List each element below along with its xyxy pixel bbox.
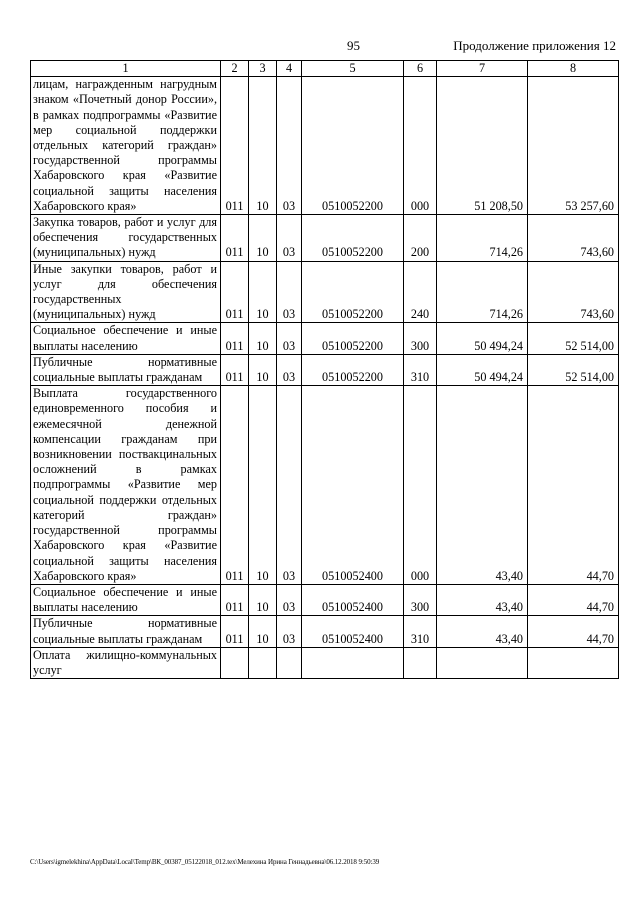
table-row (31, 616, 619, 647)
cell-ministry: 011 (221, 77, 249, 215)
cell-amount-2 (528, 647, 619, 678)
col-header-5: 5 (302, 61, 404, 77)
cell-target: 0510052400 (302, 584, 404, 615)
continuation-label: Продолжение приложения 12 (453, 38, 616, 53)
cell-target: 0510052200 (302, 354, 404, 385)
cell-section (249, 647, 277, 678)
cell-amount-1: 50 494,24 (437, 354, 528, 385)
budget-table (30, 60, 619, 679)
cell-amount-2: 52 514,00 (528, 354, 619, 385)
col-header-8: 8 (528, 61, 619, 77)
cell-section: 10 (249, 386, 277, 585)
cell-target: 0510052200 (302, 77, 404, 215)
table-row (31, 77, 619, 215)
cell-section: 10 (249, 354, 277, 385)
cell-target: 0510052400 (302, 386, 404, 585)
cell-amount-1: 50 494,24 (437, 323, 528, 354)
row-name: лицам, награжденным нагрудным знаком «Почетный донор России», в рамках подпрограммы «Развитие мер социальной поддержки отдельных категорий граждан» государственной программы Хабаровского края «Развитие социальной защиты населения Хабаровского края» (31, 77, 221, 215)
cell-ministry: 011 (221, 354, 249, 385)
cell-subsection: 03 (277, 616, 302, 647)
cell-subsection: 03 (277, 386, 302, 585)
page-number: 95 (347, 38, 360, 53)
table-row (31, 354, 619, 385)
cell-ministry: 011 (221, 584, 249, 615)
cell-section: 10 (249, 616, 277, 647)
cell-amount-2: 44,70 (528, 386, 619, 585)
row-name: Оплата жилищно-коммунальных услуг (31, 647, 221, 678)
cell-amount-1: 43,40 (437, 616, 528, 647)
file-path-footer: C:\Users\igmelekhina\AppData\Local\Temp\ВК_00387_05122018_012.tex\Мелехина Ирина Геннадьевна\06.12.2018 9:50:39 (30, 858, 380, 866)
cell-amount-2: 44,70 (528, 584, 619, 615)
cell-target: 0510052200 (302, 215, 404, 262)
cell-ministry (221, 647, 249, 678)
cell-target: 0510052200 (302, 261, 404, 323)
cell-subsection: 03 (277, 77, 302, 215)
cell-expense-type: 000 (404, 386, 437, 585)
table-row (31, 323, 619, 354)
table-row (31, 386, 619, 585)
cell-expense-type (404, 647, 437, 678)
col-header-7: 7 (437, 61, 528, 77)
cell-expense-type: 240 (404, 261, 437, 323)
row-name: Иные закупки товаров, работ и услуг для обеспечения государственных (муниципальных) нужд (31, 261, 221, 323)
cell-expense-type: 310 (404, 354, 437, 385)
table-row (31, 584, 619, 615)
cell-subsection: 03 (277, 215, 302, 262)
cell-amount-2: 743,60 (528, 215, 619, 262)
cell-expense-type: 300 (404, 323, 437, 354)
cell-amount-1: 51 208,50 (437, 77, 528, 215)
table-row (31, 215, 619, 262)
cell-amount-2: 743,60 (528, 261, 619, 323)
cell-subsection: 03 (277, 323, 302, 354)
cell-amount-1: 714,26 (437, 215, 528, 262)
col-header-4: 4 (277, 61, 302, 77)
cell-section: 10 (249, 584, 277, 615)
cell-amount-1: 43,40 (437, 584, 528, 615)
cell-section: 10 (249, 77, 277, 215)
cell-expense-type: 000 (404, 77, 437, 215)
cell-target: 0510052400 (302, 616, 404, 647)
cell-subsection: 03 (277, 354, 302, 385)
row-name: Публичные нормативные социальные выплаты гражданам (31, 616, 221, 647)
col-header-6: 6 (404, 61, 437, 77)
cell-amount-2: 53 257,60 (528, 77, 619, 215)
row-name: Социальное обеспечение и иные выплаты населению (31, 323, 221, 354)
col-header-2: 2 (221, 61, 249, 77)
cell-expense-type: 310 (404, 616, 437, 647)
cell-section: 10 (249, 323, 277, 354)
row-name: Выплата государственного единовременного пособия и ежемесячной денежной компенсации гражданам при возникновении поствакцинальных осложнений в рамках подпрограммы «Развитие мер социальной поддержки отдельных категорий граждан» государственной программы Хабаровского края «Развитие социальной защиты населения Хабаровского края» (31, 386, 221, 585)
cell-target: 0510052200 (302, 323, 404, 354)
cell-expense-type: 300 (404, 584, 437, 615)
row-name: Публичные нормативные социальные выплаты гражданам (31, 354, 221, 385)
col-header-3: 3 (249, 61, 277, 77)
row-name: Закупка товаров, работ и услуг для обеспечения государственных (муниципальных) нужд (31, 215, 221, 262)
header-row (31, 61, 619, 77)
cell-subsection: 03 (277, 584, 302, 615)
row-name: Социальное обеспечение и иные выплаты населению (31, 584, 221, 615)
table-row (31, 647, 619, 678)
cell-amount-2: 52 514,00 (528, 323, 619, 354)
cell-amount-2: 44,70 (528, 616, 619, 647)
cell-ministry: 011 (221, 323, 249, 354)
col-header-1: 1 (31, 61, 221, 77)
cell-subsection (277, 647, 302, 678)
cell-section: 10 (249, 261, 277, 323)
cell-amount-1 (437, 647, 528, 678)
table-row (31, 261, 619, 323)
cell-subsection: 03 (277, 261, 302, 323)
cell-amount-1: 714,26 (437, 261, 528, 323)
cell-ministry: 011 (221, 215, 249, 262)
cell-expense-type: 200 (404, 215, 437, 262)
cell-amount-1: 43,40 (437, 386, 528, 585)
cell-ministry: 011 (221, 616, 249, 647)
cell-ministry: 011 (221, 386, 249, 585)
cell-target (302, 647, 404, 678)
cell-section: 10 (249, 215, 277, 262)
cell-ministry: 011 (221, 261, 249, 323)
